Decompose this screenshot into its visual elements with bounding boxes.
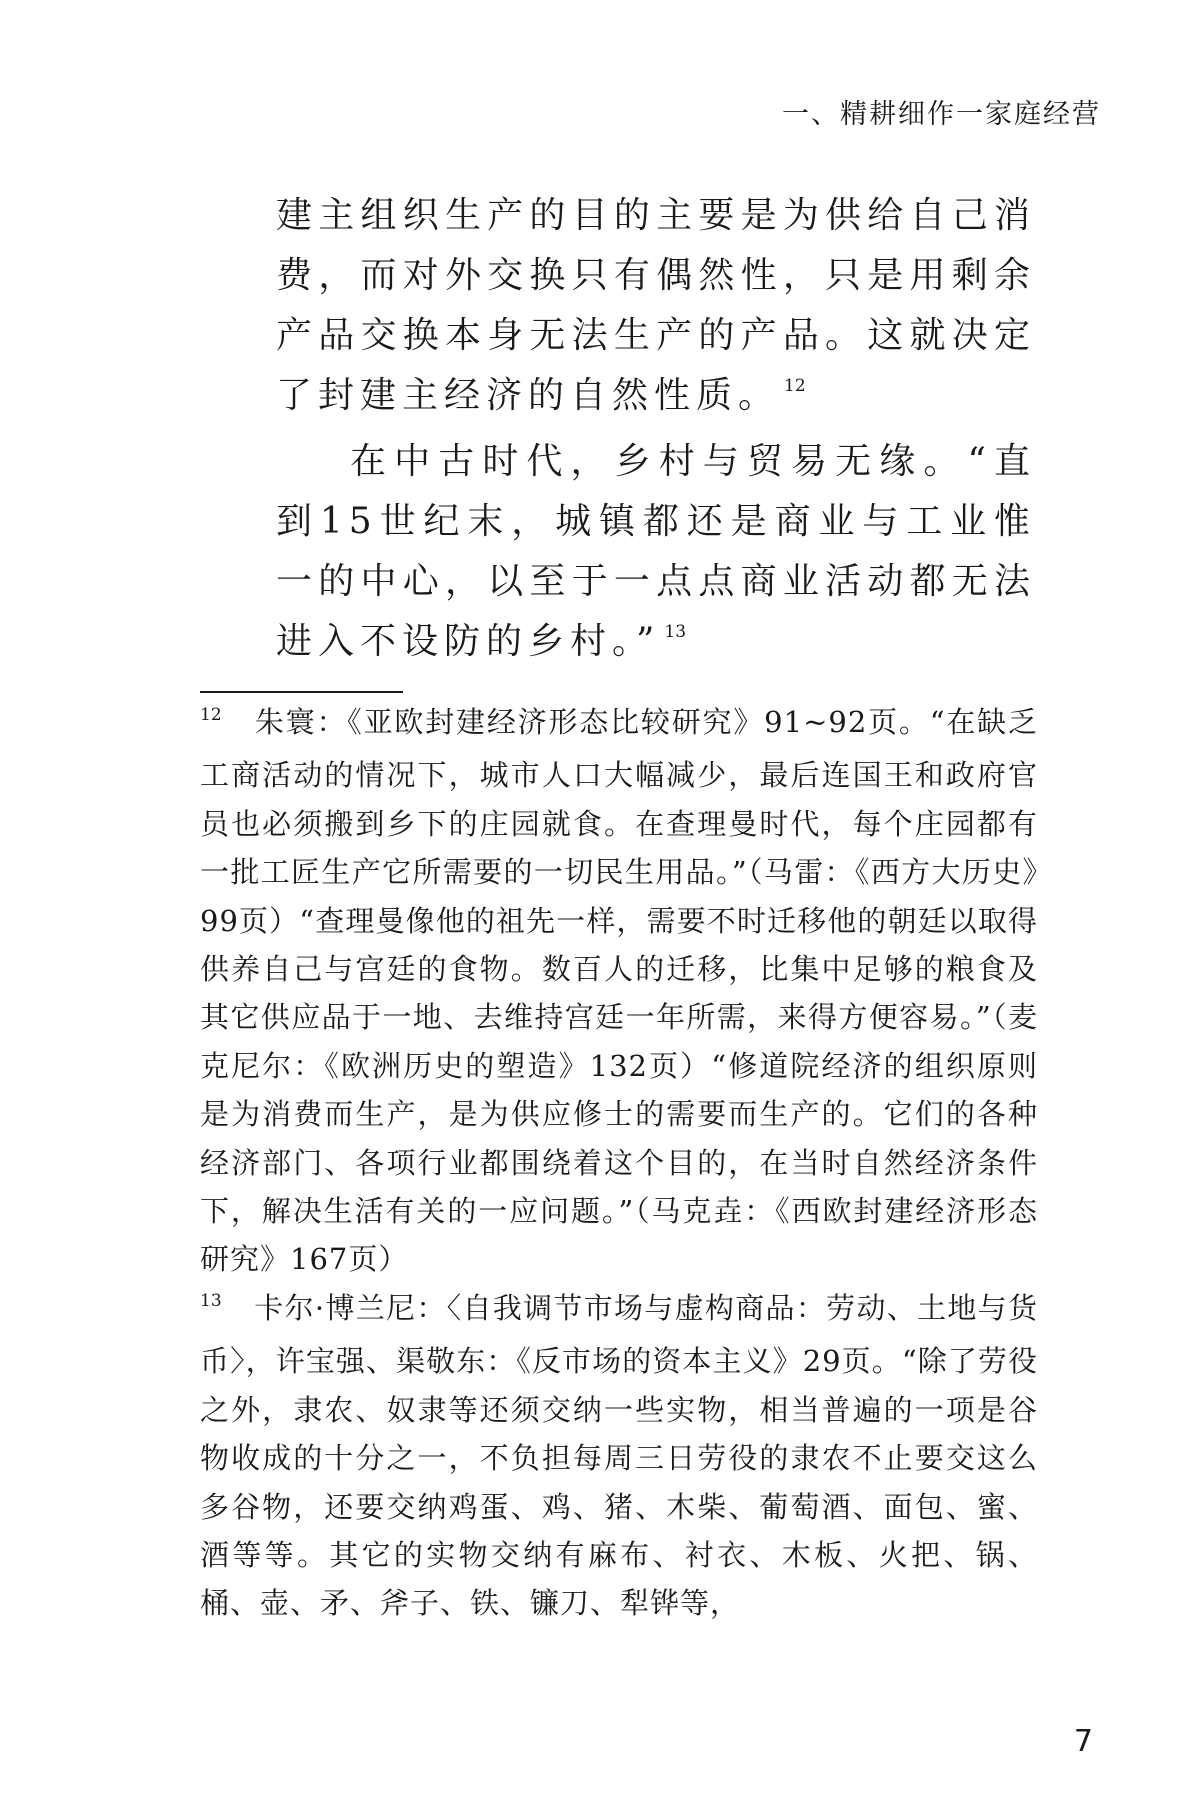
body-paragraph-text: 建主组织生产的目的主要是为供给自己消费，而对外交换只有偶然性，只是用剩余产品交换本身无法生产的产品。这就决定了封建主经济的自然性质。 <box>276 195 1036 416</box>
footnote-number: 12 <box>200 705 222 725</box>
footnote-text: 朱寰：《亚欧封建经济形态比较研究》91~92页。“在缺乏工商活动的情况下，城市人口大幅减少，最后连国王和政府官员也必须搬到乡下的庄园就食。在查理曼时代，每个庄园都有一批工匠生产它所需要的一切民生用品。”（马雷：《西方大历史》99页）“查理曼像他的祖先一样，需要不时迁移他的朝廷以取得供养自己与宫廷的食物。数百人的迁移，比集中足够的粮食及其它供应品于一地、去维持宫廷一年所需，来得方便容易。”（麦克尼尔：《欧洲历史的塑造》132页）“修道院经济的组织原则是为消费而生产，是为供应修士的需要而生产的。它们的各种经济部门、各项行业都围绕着这个目的，在当时自然经济条件下，解决生活有关的一应问题。”（马克垚：《西欧封建经济形态研究》167页） <box>200 705 1038 1277</box>
footnote-reference[interactable]: 12 <box>784 376 806 396</box>
body-paragraph <box>276 186 1036 432</box>
footnote-number: 13 <box>200 1290 222 1311</box>
footnote-reference[interactable]: 13 <box>664 622 687 642</box>
footnote <box>200 698 1038 1284</box>
page-number: 7 <box>1073 1724 1093 1759</box>
footnote <box>200 1284 1038 1628</box>
body-paragraph-text: 在中古时代，乡村与贸易无缘。“直到15世纪末，城镇都还是商业与工业惟一的中心，以至于一点点商业活动都无法进入不设防的乡村。” <box>276 441 1036 662</box>
running-head: 一、精耕细作一家庭经营 <box>782 99 1101 130</box>
footnotes <box>200 698 1038 1628</box>
footnote-text: 卡尔·博兰尼：〈自我调节市场与虚构商品：劳动、土地与货币〉，许宝强、渠敬东：《反市场的资本主义》29页。“除了劳役之外，隶农、奴隶等还须交纳一些实物，相当普遍的一项是谷物收成的十分之一，不负担每周三日劳役的隶农不止要交这么多谷物，还要交纳鸡蛋、鸡、猪、木柴、葡萄酒、面包、蜜、酒等等。其它的实物交纳有麻布、衬衣、木板、火把、锅、桶、壶、矛、斧子、铁、镰刀、犁铧等， <box>200 1290 1038 1621</box>
body-paragraph <box>276 432 1036 678</box>
body-text <box>276 186 1036 678</box>
